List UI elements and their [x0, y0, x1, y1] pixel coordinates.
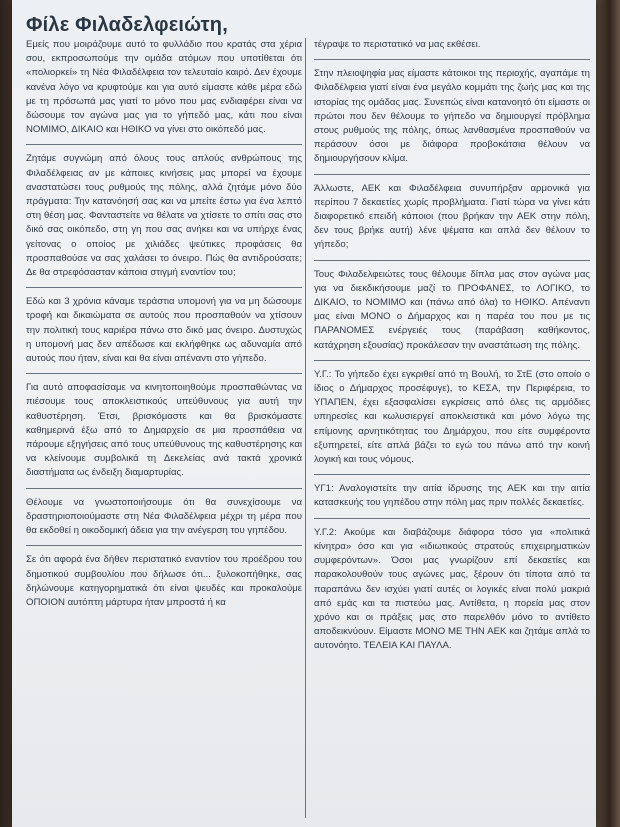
column-divider [305, 38, 306, 818]
paragraph: Τους Φιλαδελφειώτες τους θέλουμε δίπλα μας στον αγώνα μας για να διεκδικήσουμε μαζί το ΠΡΟΦΑΝΕΣ, το ΛΟΓΙΚΟ, το ΔΙΚΑΙΟ, το ΝΟΜΙΜΟ και (πάνω από όλα) το ΗΘΙΚΟ. Απέναντι μας είναι ΜΟΝΟ ο Δήμαρχος και η παρέα του που με τις ΠΑΡΑΝΟΜΕΣ ενέργειές τους (παράβαση καθήκοντος, κατάχρηση εξουσίας) προκάλεσαν την αναστάτωση της πόλης. [314, 268, 590, 351]
paragraph: Στην πλειοψηφία μας είμαστε κάτοικοι της περιοχής, αγαπάμε τη Φιλαδέλφεια γιατί είναι ένα μεγάλο κομμάτι της ζωής μας και της ιστορίας της ομάδας μας. Συνεπώς είναι κατανοητό ότι είμαστε οι πρώτοι που δεν θέλουμε το γήπεδο να δημιουργεί πρόβλημα στους ρυθμούς της πόλης, όπως λανθασμένα προσπαθούν να περάσουν όσοι με διάφορα προβοκάτσια θέλουν να δημιουργήσουν κλίμα. [314, 68, 590, 165]
paragraph: Άλλωστε, ΑΕΚ και Φιλαδέλφεια συνυπήρξαν αρμονικά για περίπου 7 δεκαετίες χωρίς προβλήματα. Γιατί τώρα να γίνει κάτι διαφορετικό επειδή κάποιοι (που βρήκαν την ΑΕΚ στην πόλη, δεν τους βρήκε αυτή) λένε ψέματα και απλά δεν θέλουν το γήπεδο; [314, 182, 590, 251]
left-column [26, 38, 302, 617]
paragraph: Εμείς που μοιράζουμε αυτό το φυλλάδιο που κρατάς στα χέρια σου, εκπροσωπούμε την ομάδα ατόμων που υποτίθεται ότι «πολιορκεί» τη Νέα Φιλαδέλφεια τον τελευταίο καιρό. Δεν έχουμε κανένα λόγο να κρυφτούμε και για αυτό είμαστε κάθε μέρα εδώ με τη πρόσωπά μας γιατί το μόνο που μας ενδιαφέρει είναι να δώσουμε τον αγώνα μας για το γήπεδό μας, κάτι που είναι ΝΟΜΙΜΟ, ΔΙΚΑΙΟ και ΗΘΙΚΟ να γίνει στο οικόπεδό μας. [26, 39, 302, 136]
paragraph-divider [314, 360, 590, 361]
paragraph-divider [26, 545, 302, 546]
paragraph-divider [314, 59, 590, 60]
paragraph: Θέλουμε να γνωστοποιήσουμε ότι θα συνεχίσουμε να δραστηριοποιούμαστε στη Νέα Φιλαδέλφεια μέχρι τη μέρα που θα εκδοθεί η οικοδομική άδεια για την ανέγερση του γηπέδου. [26, 496, 302, 537]
paragraph-divider [314, 260, 590, 261]
paragraph: τέγραψε το περιστατικό να μας εκθέσει. [314, 39, 481, 50]
postscript: Υ.Γ.: Το γήπεδο έχει εγκριθεί από τη Βουλή, το ΣτΕ (στο οποίο ο ίδιος ο Δήμαρχος προσέφυγε), το ΚΕΣΑ, την Περιφέρεια, το ΥΠΑΠΕΝ, έχει εξασφαλίσει εγκρίσεις από όλες τις αρμόδιες υπηρεσίες και κωλυσιεργεί αποκλειστικά και μόνο λόγω της επίμονης αρνητικότητας του Δημάρχου, που είτε συμφέροντα εξυπηρετεί, είτε απλά βάζει το εγώ του πάνω από την κοινή λογική και τους νόμους. [314, 368, 590, 466]
paragraph: Σε ότι αφορά ένα δήθεν περιστατικό εναντίον του προέδρου του δημοτικού συμβουλίου που δήλωσε ότι... ξυλοκοπήθηκε, σας δηλώνουμε κατηγορηματικά ότι είναι ψευδές και προκαλούμε ΟΠΟΙΟΝ αυτόπτη μάρτυρα ήταν μπροστά ή κα [26, 554, 302, 608]
postscript: Υ.Γ.2: Ακούμε και διαβάζουμε διάφορα τόσο για «πολιτικά κίνητρα» όσο και για «ιδιωτικούς στρατούς επιχειρηματικών συμφερόντων». Όσοι μας γνωρίζουν επί δεκαετίες και παρακολουθούν τους αγώνες μας, ξέρουν ότι τίποτα από τα παραπάνω δεν ισχύει γιατί αυτές οι λογικές είναι πολύ μακριά από εμάς και τα πιστεύω μας. Αντίθετα, η πορεία μας στον χρόνο και οι πράξεις μας στο παρελθόν μόνο το αντίθετο αποδεικνύουν. Είμαστε ΜΟΝΟ ΜΕ ΤΗΝ ΑΕΚ και ζητάμε απλά το αυτονόητο. ΤΕΛΕΙΑ ΚΑΙ ΠΑΥΛΑ. [314, 526, 590, 652]
paragraph-divider [314, 174, 590, 175]
paragraph: Για αυτό αποφασίσαμε να κινητοποιηθούμε προσπαθώντας να πιέσουμε τους αποκλειστικούς υπεύθυνους για αυτή την καθυστέρηση. Έτσι, βρισκόμαστε και θα βρισκόμαστε καθημερινά έξω από το Δημαρχείο σε μια προσπάθεια να πάρουμε εξηγήσεις από τους υπεύθυνους της καθυστέρησης και να κλείνουμε συμβολικά τη Δεκελείας ανά τακτά χρονικά διαστήματα ως ένδειξη διαμαρτυρίας. [26, 382, 302, 479]
paragraph-divider [26, 488, 302, 489]
paragraph: Ζητάμε συγνώμη από όλους τους απλούς ανθρώπους της Φιλαδέλφειας αν με κάποιες κινήσεις μας μπορεί να έχουμε αναστατώσει τους ρυθμούς της πόλης, αλλά ζητάμε μόνο δύο πράγματα: Την κατανόησή σας και να μπείτε έστω για ένα λεπτό στη θέση μας. Φανταστείτε να θέλατε να χτίσετε το σπίτι σας στο δικό σας οικόπεδο, στη γη που σας ανήκει και να υπήρχε ένας γείτονας ο οποίος με χιλιάδες ψεύτικες προφάσεις θα προσπαθούσε να σας χαλάσει το όνειρο. Πώς θα αντιδρούσατε; Δε θα στρεφόσασταν κάποια στιγμή εναντίον του; [26, 153, 302, 279]
right-column [314, 38, 590, 661]
leaflet-title: Φίλε Φιλαδελφειώτη, [26, 14, 228, 36]
paragraph: Εδώ και 3 χρόνια κάναμε τεράστια υπομονή για να μη δώσουμε τροφή και δικαιώματα σε αυτούς που προσπαθούν να χτίσουν την πολιτική τους καριέρα πάνω στο δικό μας όνειρο. Δυστυχώς η υπομονή μας δεν απέδωσε και εκλήφθηκε ως αδυναμία από αυτούς που ήταν, είναι και θα είναι απέναντι στο γήπεδο. [26, 296, 302, 365]
paragraph-divider [26, 373, 302, 374]
paragraph-divider [314, 474, 590, 475]
paragraph-divider [26, 287, 302, 288]
leaflet-paper [12, 0, 596, 827]
table-surface-right [594, 0, 620, 827]
paragraph-divider [314, 518, 590, 519]
paragraph-divider [26, 144, 302, 145]
postscript: ΥΓ1: Αναλογιστείτε την αιτία ίδρυσης της ΑΕΚ και την αιτία κατασκευής του γηπέδου στην πόλη μας πριν πολλές δεκαετίες. [314, 483, 590, 509]
